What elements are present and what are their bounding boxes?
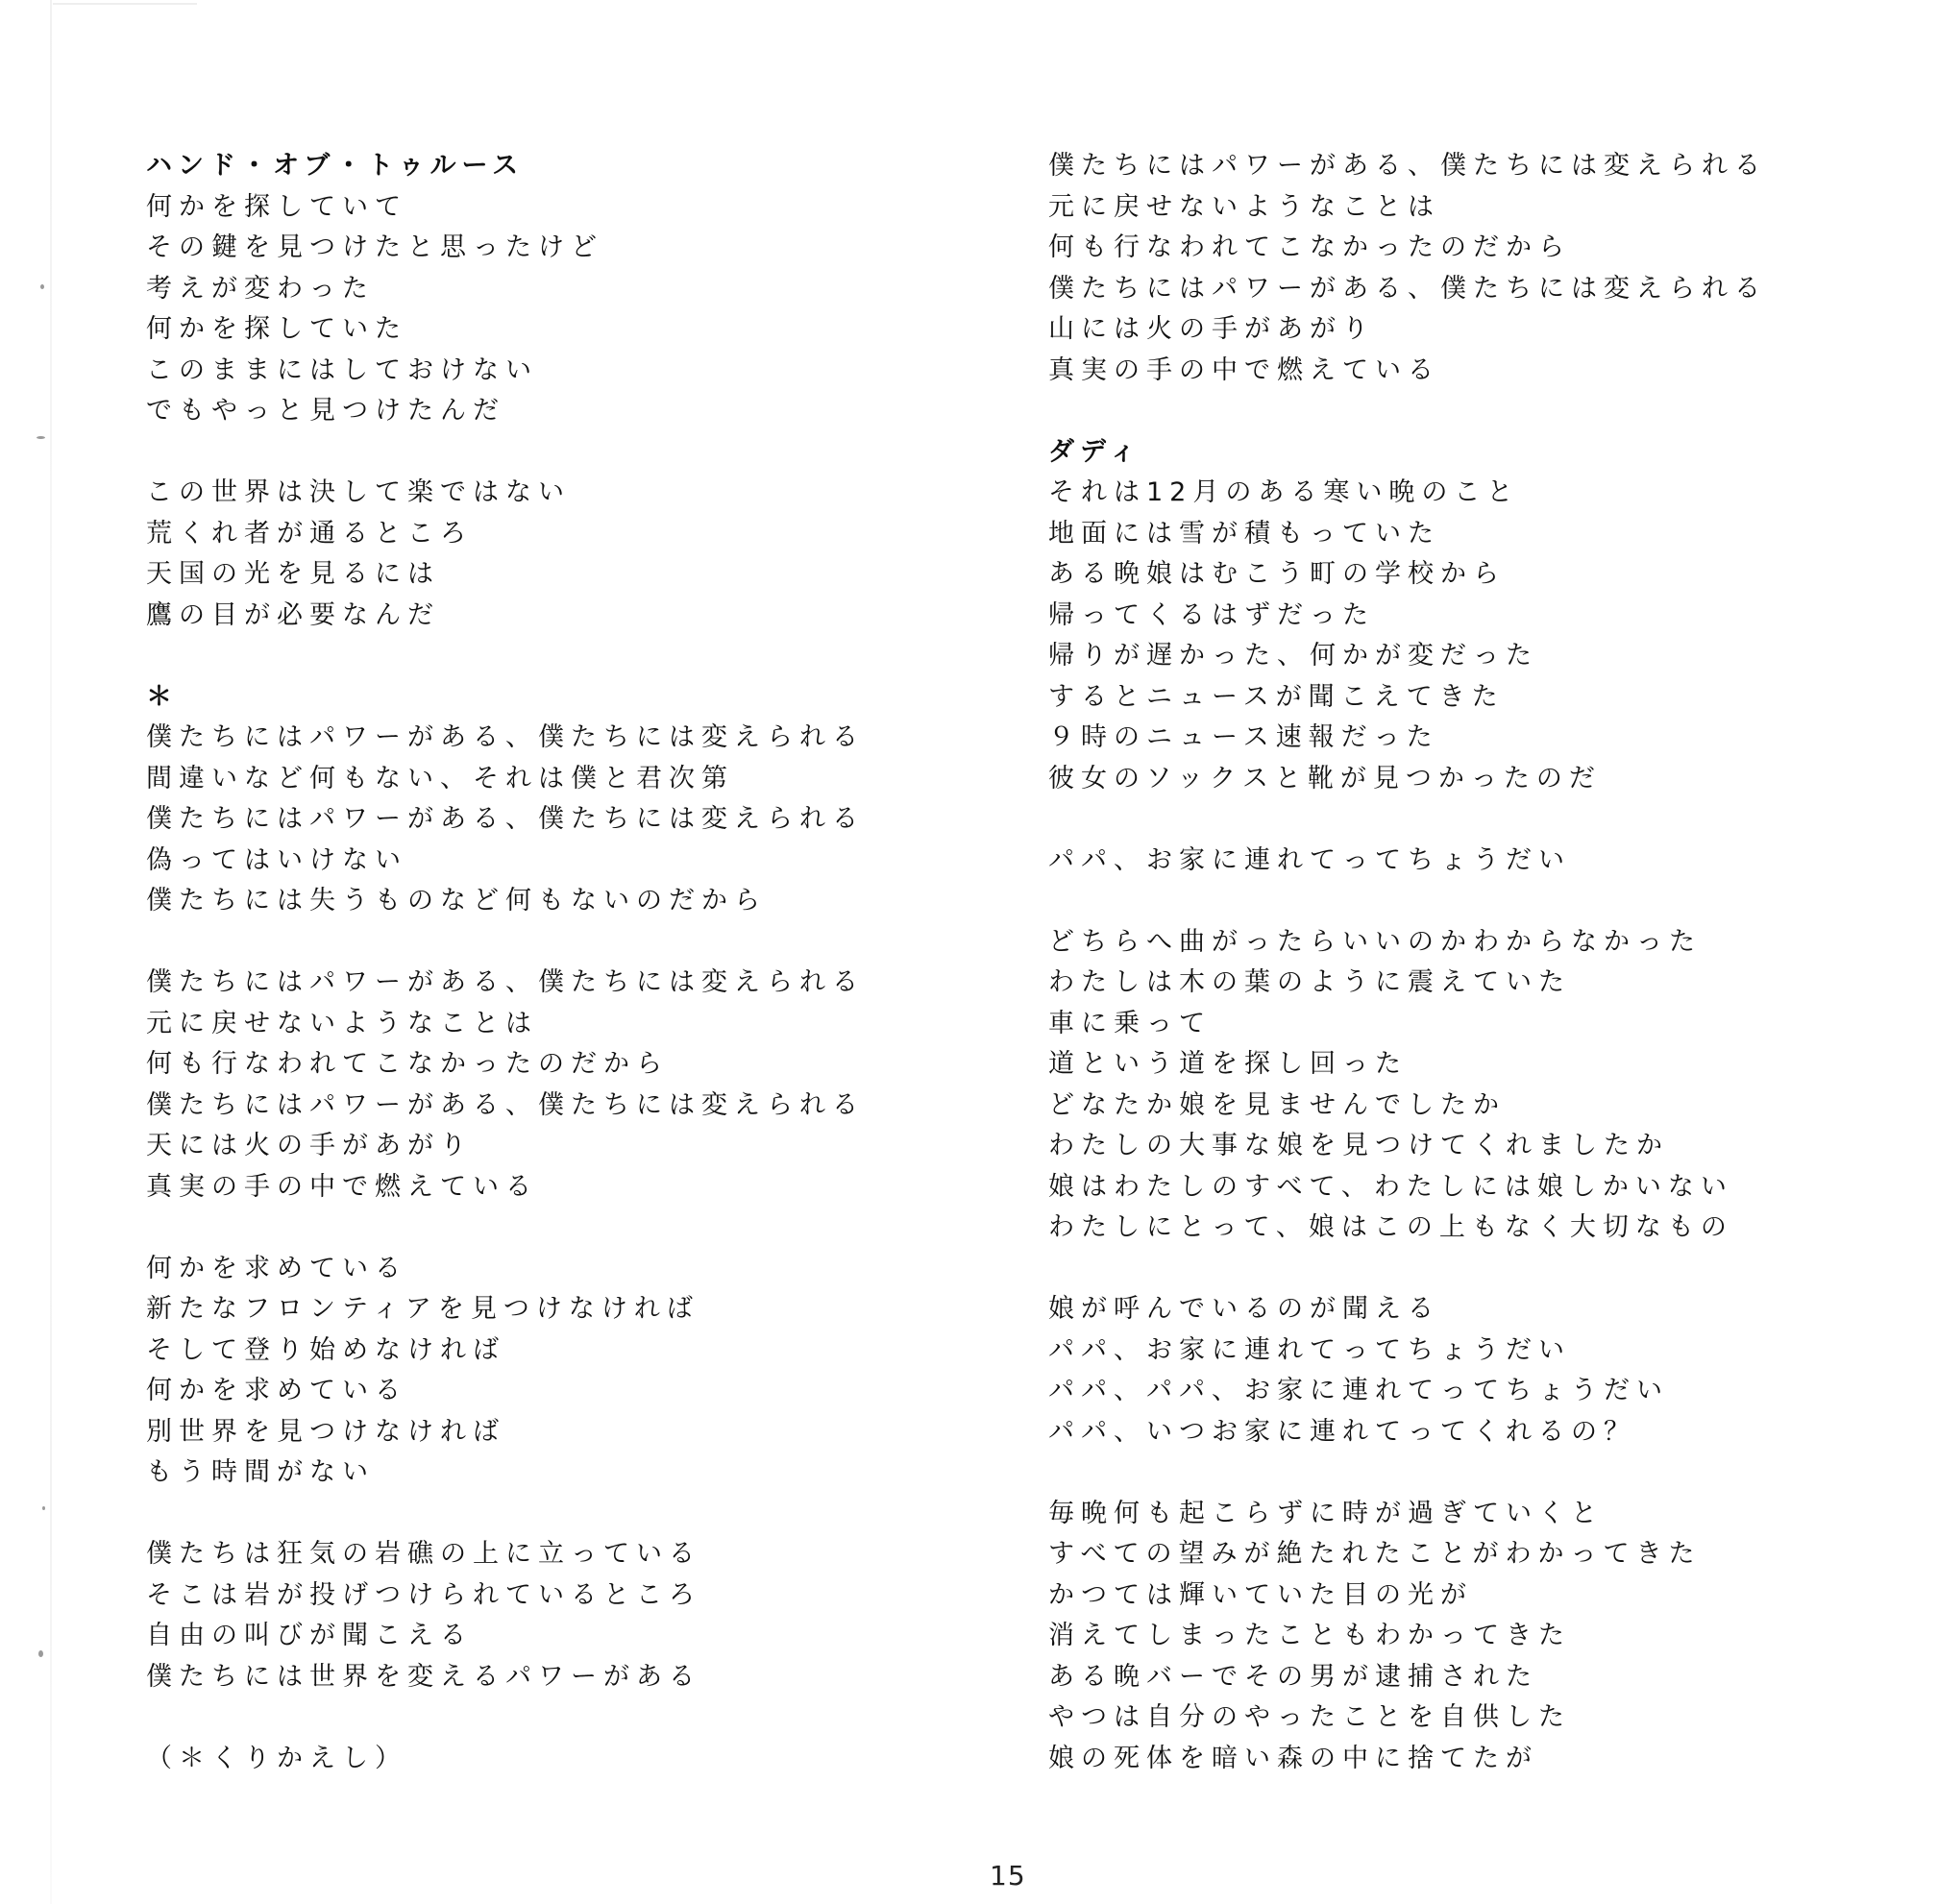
lyric-line: ９時のニュース速報だった	[1048, 722, 1439, 752]
lyric-line: ある晩娘はむこう町の学校から	[1048, 559, 1506, 589]
lyric-line: パパ、パパ、お家に連れてってちょうだい	[1048, 1376, 1669, 1405]
lyric-line: 間違いなど何もない、それは僕と君次第	[146, 763, 734, 793]
lyric-line: すべての望みが絶たれたことがわかってきた	[1048, 1539, 1702, 1569]
stanza-gap	[146, 636, 972, 677]
lyric-line: 娘が呼んでいるのが聞える	[1048, 1294, 1440, 1324]
lyric-line: 道という道を探し回った	[1048, 1049, 1408, 1079]
lyric-line: 何かを求めている	[146, 1253, 407, 1283]
lyric-line: その鍵を見つけたと思ったけど	[146, 232, 603, 262]
lyric-line: 帰ってくるはずだった	[1048, 599, 1375, 630]
lyric-line: 地面には雪が積もっていた	[1048, 518, 1440, 549]
lyric-line: このままにはしておけない	[146, 354, 538, 385]
stanza-gap	[1048, 881, 1875, 922]
lyric-line: 僕たちには失うものなど何もないのだから	[146, 886, 767, 915]
scan-speck	[42, 1506, 45, 1510]
song-title: ハンド・オブ・トゥルース	[146, 151, 525, 181]
lyric-line: そこは岩が投げつけられているところ	[146, 1579, 701, 1610]
lyric-line: 新たなフロンティアを見つけなければ	[146, 1294, 699, 1324]
lyric-line: かつては輝いていた目の光が	[1048, 1579, 1473, 1610]
scan-speck	[37, 436, 45, 439]
lyric-line: そして登り始めなければ	[146, 1334, 505, 1365]
lyric-line: それは12月のある寒い晩のこと	[1048, 477, 1520, 507]
stanza-gap	[146, 432, 972, 474]
lyric-line: どちらへ曲がったらいいのかわからなかった	[1048, 926, 1702, 957]
stanza-gap	[146, 1494, 972, 1535]
lyric-line: 僕たちにはパワーがある、僕たちには変えられる	[146, 1089, 865, 1120]
scan-speck	[40, 284, 44, 289]
scan-top-line	[53, 3, 197, 5]
lyric-line: 僕たちには世界を変えるパワーがある	[146, 1661, 701, 1692]
scan-speck	[38, 1650, 43, 1657]
lyric-line: 山には火の手があがり	[1048, 314, 1375, 344]
lyric-line: 帰りが遅かった、何かが変だった	[1048, 641, 1538, 671]
song-title: ダディ	[1048, 436, 1141, 467]
lyric-line: 娘の死体を暗い森の中に捨てたが	[1048, 1743, 1538, 1773]
stanza-gap	[1048, 1452, 1875, 1494]
lyric-line: 元に戻せないようなことは	[1048, 191, 1440, 222]
lyric-line: でもやっと見つけたんだ	[146, 396, 505, 426]
lyric-line: 真実の手の中で燃えている	[146, 1171, 538, 1202]
lyric-line: 偽ってはいけない	[146, 844, 407, 875]
lyric-line: パパ、お家に連れてってちょうだい	[1048, 1334, 1571, 1365]
lyric-line: 荒くれ者が通るところ	[146, 518, 473, 549]
lyric-line: 娘はわたしのすべて、わたしには娘しかいない	[1048, 1171, 1733, 1202]
lyric-line: わたしの大事な娘を見つけてくれましたか	[1048, 1131, 1669, 1160]
lyric-line: 僕たちは狂気の岩礁の上に立っている	[146, 1539, 701, 1569]
stanza-gap	[1048, 1249, 1875, 1290]
scan-edge-shadow	[50, 0, 52, 1904]
lyric-line: 天には火の手があがり	[146, 1131, 473, 1160]
lyric-line: 何も行なわれてこなかったのだから	[146, 1049, 669, 1079]
page-number: 15	[990, 1860, 1026, 1892]
right-column	[1048, 146, 1875, 1779]
lyric-line: 真実の手の中で燃えている	[1048, 354, 1440, 385]
lyric-line: 何かを探していて	[146, 191, 407, 222]
lyric-line: やつは自分のやったことを自供した	[1048, 1702, 1571, 1732]
left-column	[146, 146, 972, 1779]
lyric-line: 僕たちにはパワーがある、僕たちには変えられる	[1048, 273, 1767, 304]
lyric-line: 僕たちにはパワーがある、僕たちには変えられる	[146, 804, 865, 834]
lyric-line: もう時間がない	[146, 1457, 375, 1487]
lyric-line: わたしにとって、娘はこの上もなく大切なもの	[1048, 1212, 1733, 1242]
lyric-line: 天国の光を見るには	[146, 559, 440, 589]
stanza-gap	[146, 1208, 972, 1249]
lyric-line: ある晩バーでその男が逮捕された	[1048, 1661, 1538, 1692]
chorus-marker: ＊	[146, 681, 179, 712]
stanza-gap	[1048, 799, 1875, 841]
lyric-line: 別世界を見つけなければ	[146, 1416, 505, 1447]
lyric-line: 車に乗って	[1048, 1008, 1212, 1038]
lyric-line: 元に戻せないようなことは	[146, 1008, 538, 1038]
lyric-line: 彼女のソックスと靴が見つかったのだ	[1048, 763, 1602, 793]
repeat-note: （＊くりかえし）	[146, 1743, 407, 1773]
stanza-gap	[146, 1697, 972, 1739]
lyric-line: 考えが変わった	[146, 273, 375, 304]
lyric-line: わたしは木の葉のように震えていた	[1048, 967, 1571, 997]
lyric-line: パパ、いつお家に連れてってくれるの？	[1048, 1416, 1636, 1447]
lyric-line: 消えてしまったこともわかってきた	[1048, 1621, 1571, 1650]
lyric-line: 鷹の目が必要なんだ	[146, 599, 440, 630]
lyric-line: 僕たちにはパワーがある、僕たちには変えられる	[1048, 151, 1767, 181]
lyric-line: パパ、お家に連れてってちょうだい	[1048, 844, 1571, 875]
lyric-line: 毎晩何も起こらずに時が過ぎていくと	[1048, 1498, 1604, 1528]
lyric-line: 何も行なわれてこなかったのだから	[1048, 232, 1571, 262]
lyric-line: この世界は決して楽ではない	[146, 477, 571, 507]
lyric-line: するとニュースが聞こえてきた	[1048, 681, 1505, 712]
lyric-line: 何かを探していた	[146, 314, 407, 344]
stanza-gap	[1048, 391, 1875, 432]
lyric-line: 僕たちにはパワーがある、僕たちには変えられる	[146, 967, 865, 997]
stanza-gap	[146, 922, 972, 964]
lyric-line: 何かを求めている	[146, 1376, 407, 1405]
lyric-line: 僕たちにはパワーがある、僕たちには変えられる	[146, 722, 865, 752]
lyric-line: どなたか娘を見ませんでしたか	[1048, 1089, 1506, 1120]
lyric-line: 自由の叫びが聞こえる	[146, 1621, 473, 1650]
